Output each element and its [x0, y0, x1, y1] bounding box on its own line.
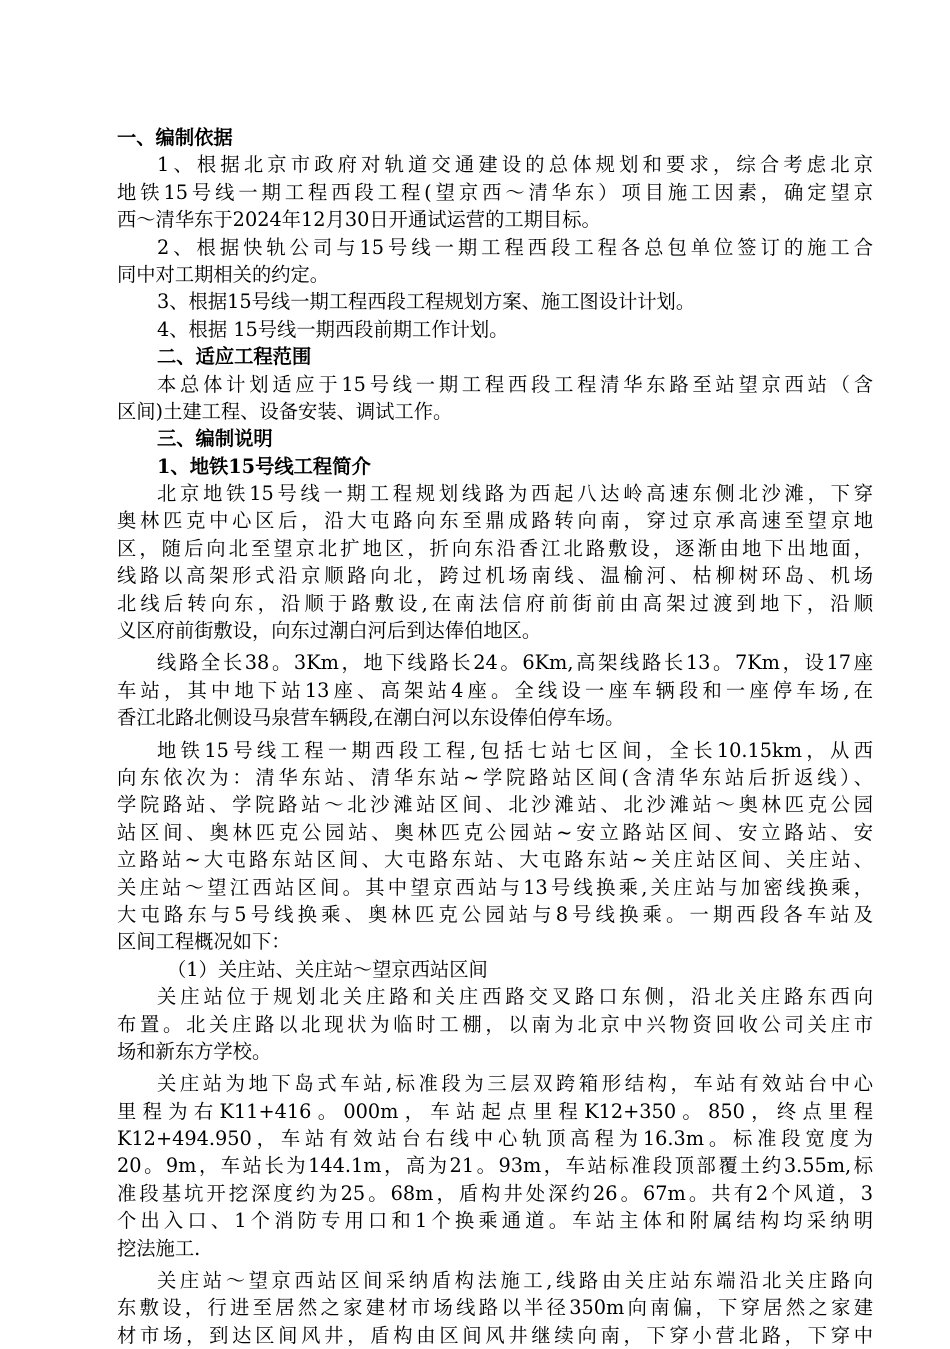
- paragraph-line: 20。9m，车站长为144.1m，高为21。93m，车站标准段顶部覆土约3.55m,标: [117, 1154, 873, 1178]
- section-heading-3: 三、编制说明: [157, 427, 273, 451]
- paragraph-line: 1、根据北京市政府对轨道交通建设的总体规划和要求，综合考虑北京: [157, 153, 873, 177]
- paragraph-line: 关庄站为地下岛式车站,标准段为三层双跨箱形结构，车站有效站台中心: [157, 1072, 873, 1096]
- paragraph-line: 地铁15号线工程一期西段工程,包括七站七区间，全长10.15km，从西: [157, 738, 873, 762]
- paragraph-line: 车站，其中地下站13座、高架站4座。全线设一座车辆段和一座停车场,在: [117, 678, 873, 702]
- paragraph-line: 地铁15号线一期工程西段工程(望京西～清华东）项目施工因素，确定望京: [117, 180, 873, 204]
- paragraph-line: 材市场，到达区间风井，盾构由区间风井继续向南，下穿小营北路，下穿中: [117, 1323, 873, 1347]
- paragraph-line: 北京地铁15号线一期工程规划线路为西起八达岭高速东侧北沙滩，下穿: [157, 482, 873, 506]
- paragraph-line: 里程为右K11+416。000m，车站起点里程K12+350。850，终点里程: [117, 1099, 873, 1123]
- paragraph-line: K12+494.950，车站有效站台右线中心轨顶高程为16.3m。标准段宽度为: [117, 1127, 873, 1151]
- document-page: [117, 124, 873, 1349]
- paragraph-line: 区，随后向北至望京北扩地区，折向东沿香江北路敷设，逐渐由地下出地面，: [117, 536, 873, 560]
- paragraph-line: 区间工程概况如下：: [117, 930, 291, 954]
- paragraph-line: 个出入口、1个消防专用口和1个换乘通道。车站主体和附属结构均采纳明: [117, 1209, 873, 1233]
- paragraph-line: 本总体计划适应于15号线一期工程西段工程清华东路至站望京西站（含: [157, 372, 873, 396]
- paragraph-line: 区间)土建工程、设备安装、调试工作。: [117, 399, 453, 423]
- paragraph-line: 2、根据快轨公司与15号线一期工程西段工程各总包单位签订的施工合: [157, 235, 873, 259]
- paragraph-line: 奥林匹克中心区后，沿大屯路向东至鼎成路转向南，穿过京承高速至望京地: [117, 509, 873, 533]
- paragraph-line: 立路站~大屯路东站区间、大屯路东站、大屯路东站~关庄站区间、关庄站、: [117, 848, 873, 872]
- paragraph-line: 站区间、奥林匹克公园站、奥林匹克公园站~安立路站区间、安立路站、安: [117, 820, 873, 844]
- paragraph-line: 4、根据 15号线一期西段前期工作计划。: [157, 317, 509, 341]
- paragraph-line: 义区府前街敷设，向东过潮白河后到达俸伯地区。: [117, 619, 542, 643]
- paragraph-line: 北线后转向东，沿顺于路敷设,在南法信府前街前由高架过渡到地下，沿顺: [117, 591, 873, 615]
- paragraph-line: 关庄站位于规划北关庄路和关庄西路交叉路口东侧，沿北关庄路东西向: [157, 985, 873, 1009]
- paragraph-line: 学院路站、学院路站～北沙滩站区间、北沙滩站、北沙滩站～奥林匹克公园: [117, 793, 873, 817]
- paragraph-line: 场和新东方学校。: [117, 1039, 272, 1063]
- paragraph-line: 关庄站～望江西站区间。其中望京西站与13号线换乘,关庄站与加密线换乘，: [117, 875, 873, 899]
- paragraph-line: 线路全长38。3Km，地下线路长24。6Km,高架线路长13。7Km，设17座: [157, 651, 873, 675]
- paragraph-line: 同中对工期相关的约定。: [117, 262, 330, 286]
- paragraph-line: 布置。北关庄路以北现状为临时工棚，以南为北京中兴物资回收公司关庄市: [117, 1012, 873, 1036]
- paragraph-line: 东敷设，行进至居然之家建材市场线路以半径350m向南偏，下穿居然之家建: [117, 1296, 873, 1320]
- paragraph-line: 关庄站～望京西站区间采纳盾构法施工,线路由关庄站东端沿北关庄路向: [157, 1269, 873, 1293]
- item-heading: （1）关庄站、关庄站～望京西站区间: [167, 957, 488, 981]
- section-heading-1: 一、编制依据: [117, 126, 233, 149]
- subsection-heading: 1、地铁15号线工程简介: [157, 454, 371, 478]
- paragraph-line: 线路以高架形式沿京顺路向北，跨过机场南线、温榆河、枯柳树环岛、机场: [117, 564, 873, 588]
- paragraph-line: 3、根据15号线一期工程西段工程规划方案、施工图设计计划。: [157, 290, 696, 314]
- section-heading-2: 二、适应工程范围: [157, 345, 312, 369]
- paragraph-line: 香江北路北侧设马泉营车辆段,在潮白河以东设俸伯停车场。: [117, 706, 625, 730]
- paragraph-line: 西～清华东于2024年12月30日开通试运营的工期目标。: [117, 208, 601, 232]
- paragraph-line: 挖法施工.: [117, 1236, 201, 1260]
- paragraph-line: 向东依次为：清华东站、清华东站~学院路站区间(含清华东站后折返线）、: [117, 765, 873, 789]
- paragraph-line: 大屯路东与5号线换乘、奥林匹克公园站与8号线换乘。一期西段各车站及: [117, 902, 873, 926]
- paragraph-line: 准段基坑开挖深度约为25。68m，盾构井处深约26。67m。共有2个风道，3: [117, 1181, 873, 1205]
